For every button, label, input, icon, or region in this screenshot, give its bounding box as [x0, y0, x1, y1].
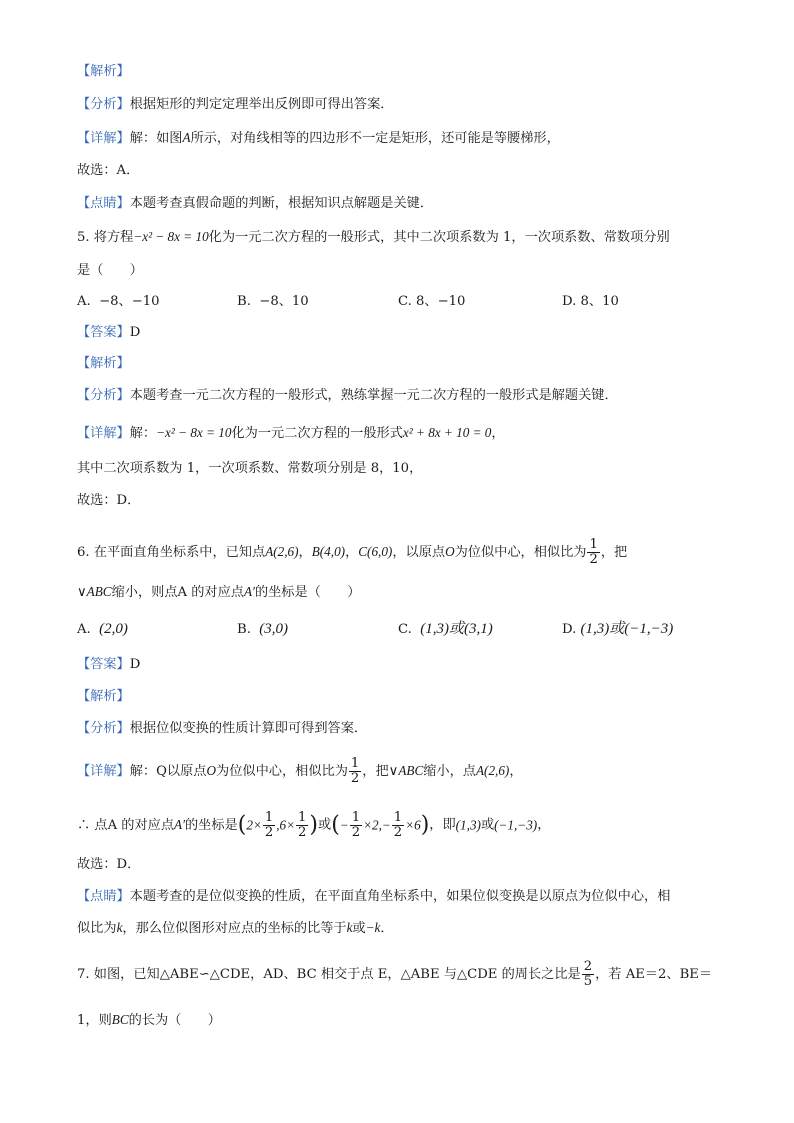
q5-option-a: A. −8、−10: [77, 294, 160, 309]
q5-detail-line1: 【详解】解：−x² − 8x = 10化为一元二次方程的一般形式x² + 8x + 10 = 0，: [77, 425, 505, 441]
prev-answer: 故选：A．: [77, 163, 140, 178]
q5-option-d: D. 8、10: [562, 294, 619, 309]
q5-detail-line2: 其中二次项系数为 1，一次项系数、常数项分别是 8，10，: [77, 461, 423, 476]
q6-comment-line1: 【点睛】本题考查的是位似变换的性质，在平面直角坐标系中，如果位似变换是以原点为位似中心，相: [77, 889, 671, 904]
q6-jiexi-label: 【解析】: [77, 689, 130, 704]
q6-answer: 【答案】D: [77, 657, 141, 672]
q5-stem-line1: 5. 将方程−x² − 8x = 10化为一元二次方程的一般形式，其中二次项系数为 1，一次项系数、常数项分别: [77, 229, 670, 245]
q5-jiexi-label: 【解析】: [77, 356, 130, 371]
q6-option-a: A. (2,0): [77, 621, 128, 637]
q6-option-d: D. (1,3)或(−1,−3): [562, 621, 674, 637]
q6-choose: 故选：D．: [77, 857, 141, 872]
q6-comment-line2: 似比为k，那么位似图形对应点的坐标的比等于k或−k．: [77, 920, 394, 936]
q5-answer: 【答案】D: [77, 325, 141, 340]
q5-option-b: B. −8、10: [237, 294, 309, 309]
q7-stem-line1: 7. 如图，已知△ABE∽△CDE，AD、BC 相交于点 E，△ABE 与△CDE 的周长之比是 $\frac{2}{5}$ ，若 AE＝2、BE＝: [77, 959, 713, 989]
q5-analysis: 【分析】本题考查一元二次方程的一般形式，熟练掌握一元二次方程的一般形式是解题关键．: [77, 388, 618, 403]
q7-stem-line2: 1，则BC的长为（ ）: [77, 1012, 221, 1028]
q6-option-c: C. (1,3)或(3,1): [398, 621, 493, 637]
q6-stem-line2: ∨ABC缩小，则点A 的对应点A′的坐标是（ ）: [77, 584, 361, 600]
jiexi-label: 【解析】: [77, 64, 130, 79]
q5-stem-line2: 是（ ）: [77, 263, 143, 278]
q6-detail-line1: 【详解】解：Q以原点O为位似中心，相似比为 $\frac{1}{2}$ ，把∨ABC缩小，点A(2,6)，: [77, 756, 523, 786]
q5-option-c: C. 8、−10: [398, 294, 466, 309]
q6-option-b: B. (3,0): [237, 621, 289, 637]
prev-detail: 【详解】解：如图A所示，对角线相等的四边形不一定是矩形，还可能是等腰梯形，: [77, 130, 560, 146]
q5-choose: 故选：D．: [77, 493, 141, 508]
prev-comment: 【点睛】本题考查真假命题的判断，根据知识点解题是关键．: [77, 196, 434, 211]
q6-analysis: 【分析】根据位似变换的性质计算即可得到答案．: [77, 721, 368, 736]
q6-detail-line2: ∴ 点A 的对应点A′的坐标是(2× $\frac{1}{2}$ ,6× $\frac{1}{2}$ )或(− $\frac{1}{2}$ ×2,− $\frac{1}{2}$ ×6)，即(1,3)或(−1,−3)，: [77, 810, 551, 840]
q6-stem-line1: 6. 在平面直角坐标系中，已知点A(2,6)，B(4,0)，C(6,0)，以原点O为位似中心，相似比为 $\frac{1}{2}$ ，把: [77, 537, 628, 567]
prev-analysis: 【分析】根据矩形的判定定理举出反例即可得出答案．: [77, 97, 394, 112]
